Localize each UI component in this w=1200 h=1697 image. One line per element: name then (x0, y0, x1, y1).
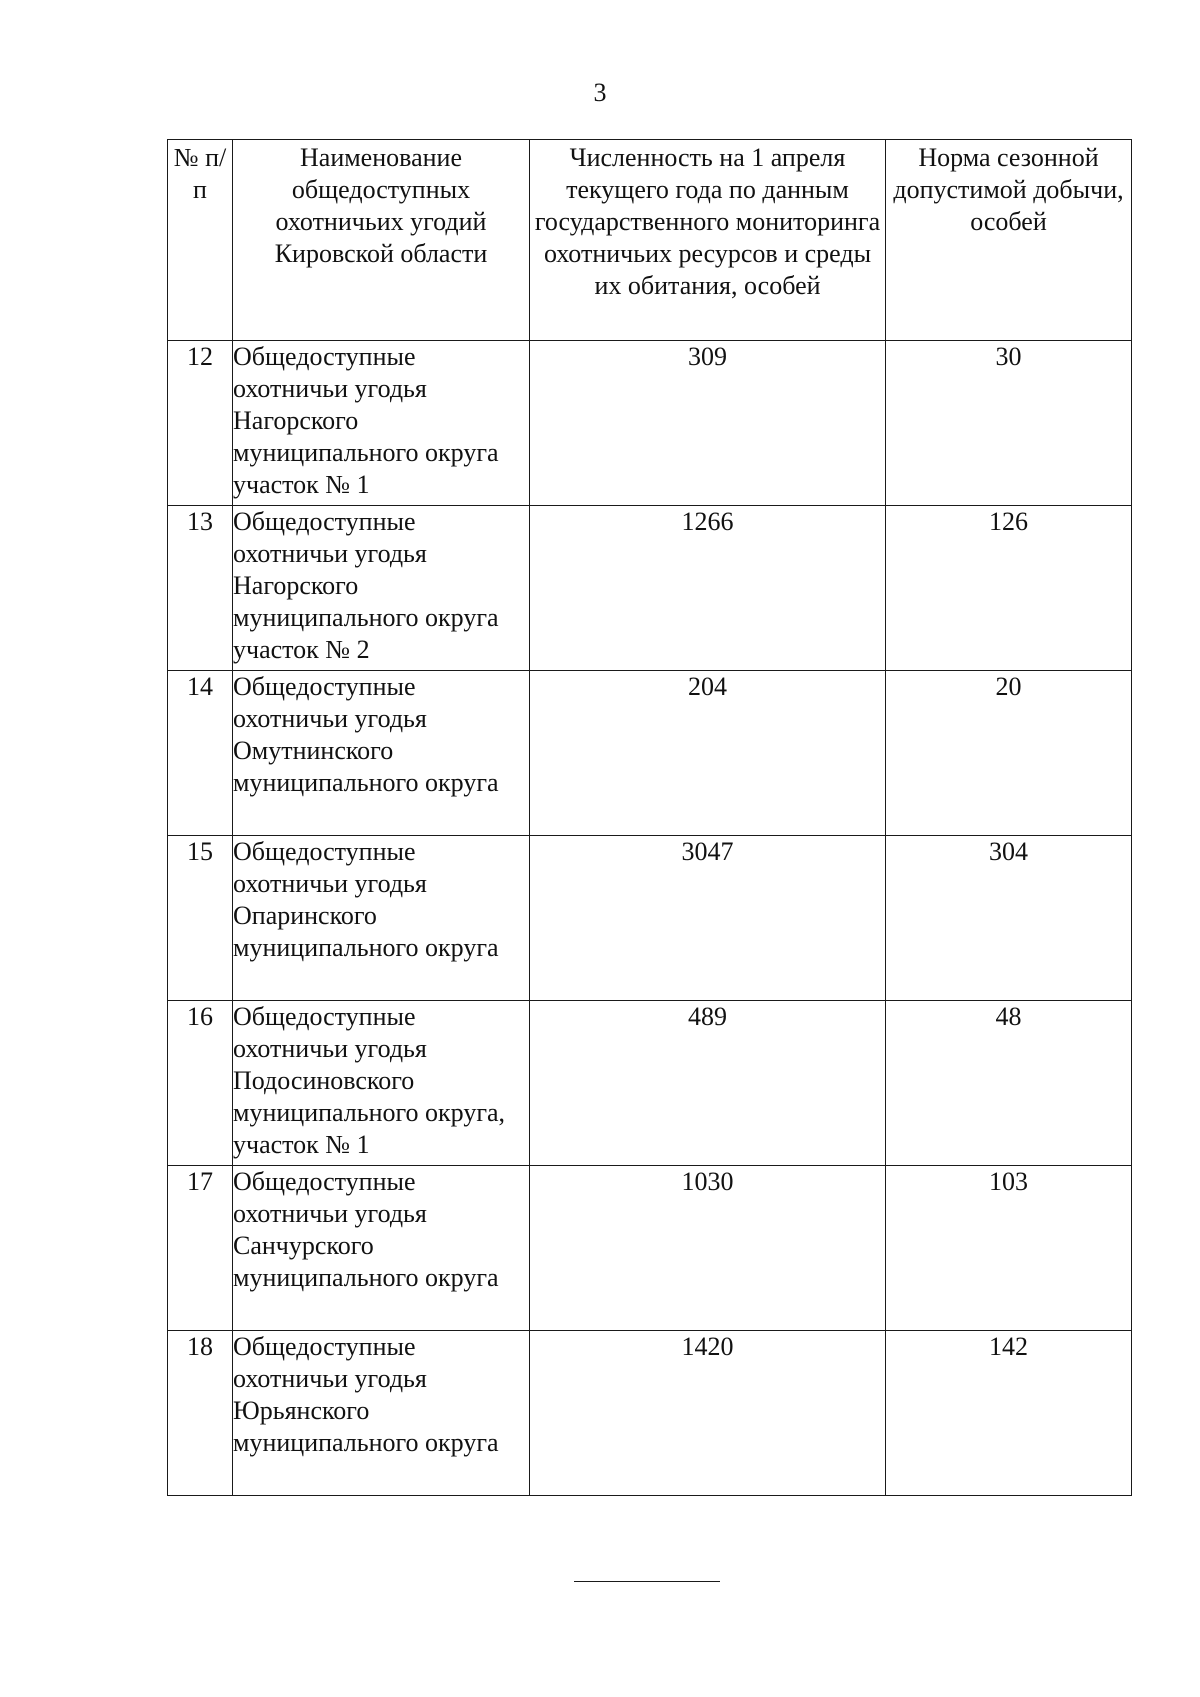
row-norm: 48 (886, 1001, 1132, 1166)
header-norm: Норма сезонной допустимой добычи, особей (886, 140, 1132, 341)
row-norm: 126 (886, 506, 1132, 671)
row-count: 1266 (530, 506, 886, 671)
table-row (168, 1166, 1132, 1331)
hunting-grounds-table (167, 139, 1132, 1496)
table-row (168, 836, 1132, 1001)
row-norm: 103 (886, 1166, 1132, 1331)
header-count: Численность на 1 апреля текущего года по данным государственного мониторинга охотничьих ресурсов и среды их обитания, особей (530, 140, 886, 341)
table-row (168, 506, 1132, 671)
table-row (168, 1331, 1132, 1496)
row-number: 16 (168, 1001, 233, 1166)
table-header-row (168, 140, 1132, 341)
row-number: 12 (168, 341, 233, 506)
row-number: 15 (168, 836, 233, 1001)
table-row (168, 1001, 1132, 1166)
row-number: 18 (168, 1331, 233, 1496)
row-count: 1030 (530, 1166, 886, 1331)
row-number: 13 (168, 506, 233, 671)
row-norm: 142 (886, 1331, 1132, 1496)
header-name: Наименование общедоступных охотничьих угодий Кировской области (233, 140, 530, 341)
end-divider (574, 1581, 720, 1582)
row-count: 489 (530, 1001, 886, 1166)
row-count: 309 (530, 341, 886, 506)
row-name: Общедоступные охотничьи угодья Нагорского муниципального округа участок № 1 (233, 341, 530, 506)
row-count: 3047 (530, 836, 886, 1001)
row-number: 17 (168, 1166, 233, 1331)
page-number: 3 (593, 78, 607, 107)
row-name: Общедоступные охотничьи угодья Опаринского муниципального округа (233, 836, 530, 1001)
table-row (168, 341, 1132, 506)
row-name: Общедоступные охотничьи угодья Нагорского муниципального округа участок № 2 (233, 506, 530, 671)
table-row (168, 671, 1132, 836)
row-count: 1420 (530, 1331, 886, 1496)
row-number: 14 (168, 671, 233, 836)
header-num: № п/п (168, 140, 233, 341)
row-norm: 304 (886, 836, 1132, 1001)
row-name: Общедоступные охотничьи угодья Юрьянского муниципального округа (233, 1331, 530, 1496)
row-norm: 20 (886, 671, 1132, 836)
row-name: Общедоступные охотничьи угодья Санчурского муниципального округа (233, 1166, 530, 1331)
row-norm: 30 (886, 341, 1132, 506)
row-count: 204 (530, 671, 886, 836)
row-name: Общедоступные охотничьи угодья Омутнинского муниципального округа (233, 671, 530, 836)
row-name: Общедоступные охотничьи угодья Подосиновского муниципального округа, участок № 1 (233, 1001, 530, 1166)
